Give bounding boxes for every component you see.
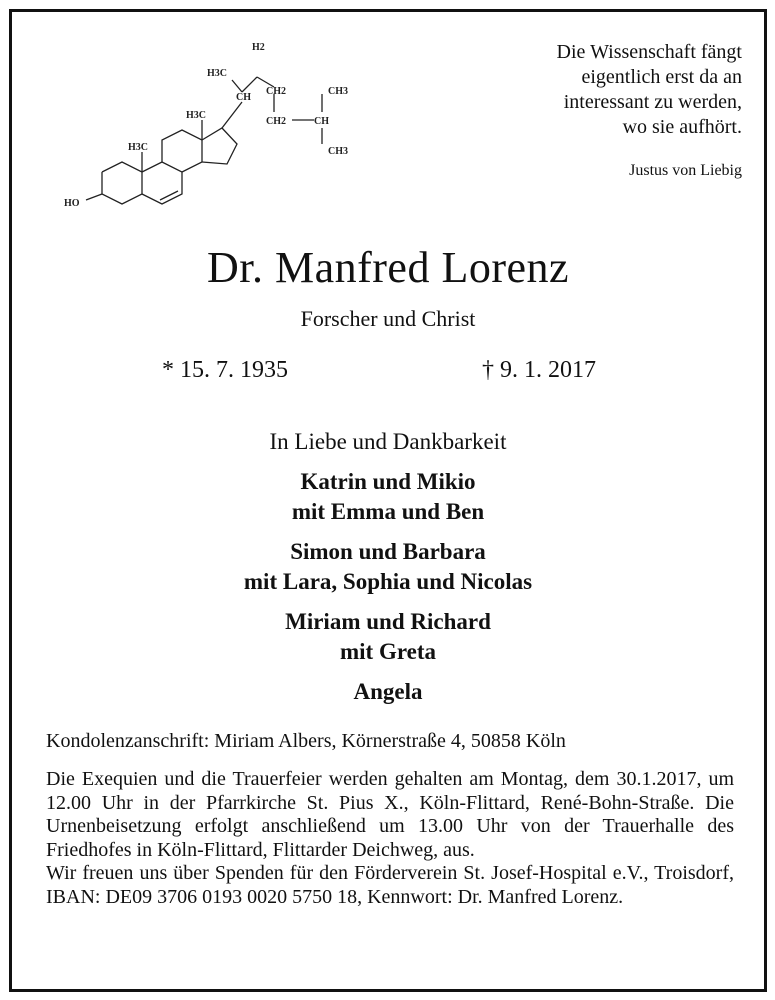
- family-line: mit Lara, Sophia und Nicolas: [243, 569, 533, 594]
- label-ch-b: CH: [314, 116, 329, 127]
- family-group: [12, 677, 764, 707]
- hydroxyl-bond: [86, 194, 102, 200]
- funeral-notice: [46, 768, 734, 909]
- family-line: Miriam und Richard: [285, 609, 491, 634]
- liebig-quote: [442, 40, 742, 140]
- label-ho: HO: [64, 198, 80, 209]
- donation-paragraph: Wir freuen uns über Spenden für den Förderverein St. Josef-Hospital e.V., Troisdorf, IBAN: DE09 3706 0193 0020 5750 18, Kennwort: Dr. Manfred Lorenz.: [46, 862, 734, 908]
- double-bond: [160, 191, 178, 200]
- ring-a: [102, 162, 142, 204]
- family-line: Katrin und Mikio: [300, 469, 476, 494]
- death-date: † 9. 1. 2017: [482, 357, 596, 383]
- side-chain-bond-1: [222, 102, 242, 128]
- quote-line: eigentlich erst da an: [581, 66, 742, 88]
- quote-line: wo sie aufhört.: [622, 116, 742, 138]
- quote-line: Die Wissenschaft fängt: [556, 41, 742, 63]
- label-h2: H2: [252, 42, 265, 53]
- family-line: mit Greta: [339, 639, 436, 664]
- side-chain-bond-2: [242, 77, 257, 92]
- funeral-details-paragraph: Die Exequien und die Trauerfeier werden gehalten am Montag, dem 30.1.2017, um 12.00 Uhr in der Pfarrkirche St. Pius X., Köln-Flittard, René-Bohn-Straße. Die Urnenbeisetzung erfolgt anschließend um 13.00 Uhr von der Trauerhalle des Friedhofes in Köln-Flittard, Flittarder Deichweg, aus.: [46, 768, 734, 861]
- deceased-subtitle: Forscher und Christ: [300, 306, 476, 331]
- family-group: [12, 467, 764, 527]
- family-line: mit Emma und Ben: [291, 499, 485, 524]
- side-chain-bond-8: [232, 80, 242, 92]
- label-ch-top: CH: [236, 92, 251, 103]
- dedication-line: In Liebe und Dankbarkeit: [269, 429, 507, 454]
- label-ch3-b: CH3: [328, 146, 348, 157]
- obituary-frame: [9, 9, 767, 992]
- cholesterol-structure-diagram: [52, 32, 432, 232]
- family-group: [12, 537, 764, 597]
- family-line: Angela: [353, 679, 423, 704]
- mourners-list: [12, 467, 764, 717]
- deceased-name: Dr. Manfred Lorenz: [206, 243, 570, 292]
- birth-date: * 15. 7. 1935: [162, 357, 288, 383]
- quote-line: interessant zu werden,: [563, 91, 742, 113]
- family-group: [12, 607, 764, 667]
- ring-b: [142, 162, 182, 204]
- label-ch3-a: CH3: [328, 86, 348, 97]
- label-ch2-a: CH2: [266, 86, 286, 97]
- quote-author: Justus von Liebig: [629, 162, 742, 179]
- label-h3c-top: H3C: [207, 68, 227, 79]
- ring-d: [202, 128, 237, 164]
- condolence-address: Kondolenzanschrift: Miriam Albers, Körnerstraße 4, 50858 Köln: [46, 730, 566, 752]
- label-h3c-left: H3C: [128, 142, 148, 153]
- label-h3c-mid: H3C: [186, 110, 206, 121]
- family-line: Simon und Barbara: [290, 539, 486, 564]
- label-ch2-b: CH2: [266, 116, 286, 127]
